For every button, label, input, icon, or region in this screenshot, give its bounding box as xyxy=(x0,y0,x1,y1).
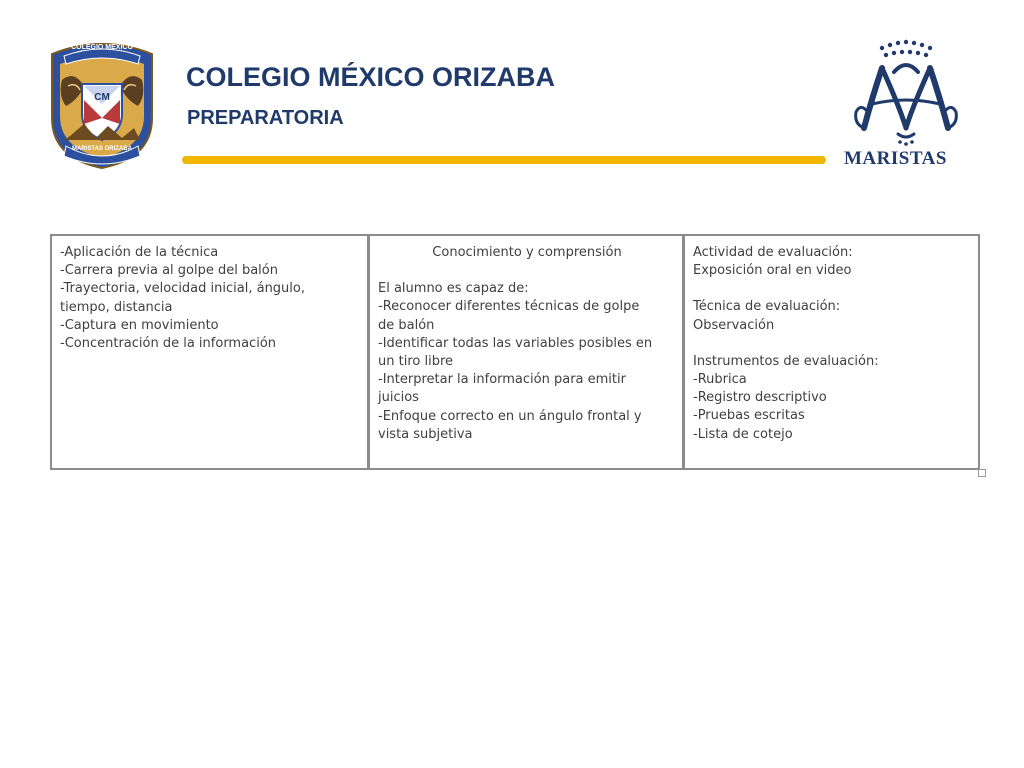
table-cell-line: -Reconocer diferentes técnicas de golpe xyxy=(378,299,640,315)
table-cell-line: vista subjetiva xyxy=(378,426,473,442)
activity-label: Actividad de evaluación: xyxy=(693,245,853,260)
table-column-knowledge xyxy=(367,236,682,468)
table-cell-line: -Aplicación de la técnica xyxy=(60,245,219,260)
table-cell-line: de balón xyxy=(378,317,435,333)
table-cell-line: -Captura en movimiento xyxy=(60,317,219,333)
instrument-item: -Pruebas escritas xyxy=(693,408,805,424)
activity-value: Exposición oral en video xyxy=(693,263,852,279)
colegio-mexico-crest-icon xyxy=(44,40,160,170)
instrument-item: -Registro descriptivo xyxy=(693,390,827,406)
accent-divider xyxy=(182,156,826,164)
crest-bottom-text: MARISTAS ORIZABA xyxy=(72,146,132,152)
table-cell-line: -Identificar todas las variables posibles en xyxy=(378,335,653,351)
technique-value: Observación xyxy=(693,317,775,333)
technique-label: Técnica de evaluación: xyxy=(693,299,841,315)
evaluation-table xyxy=(50,234,980,470)
table-cell-intro: El alumno es capaz de: xyxy=(378,281,529,297)
table-cell-line: -Carrera previa al golpe del balón xyxy=(60,263,278,279)
instruments-label: Instrumentos de evaluación: xyxy=(693,353,879,369)
table-resize-handle[interactable] xyxy=(978,469,986,477)
instrument-item: -Rubrica xyxy=(693,372,747,388)
table-cell-line: -Enfoque correcto en un ángulo frontal y xyxy=(378,408,642,424)
page-subtitle: PREPARATORIA xyxy=(187,107,344,129)
crest-monogram: CM xyxy=(94,92,110,103)
table-cell-line: tiempo, distancia xyxy=(60,299,173,315)
table-cell-line: -Concentración de la información xyxy=(60,336,277,352)
table-column-skills xyxy=(52,236,367,468)
page-title: COLEGIO MÉXICO ORIZABA xyxy=(186,62,556,92)
table-column-evaluation xyxy=(682,236,978,468)
table-column-heading: Conocimiento y comprensión xyxy=(432,245,622,260)
table-cell-line: -Trayectoria, velocidad inicial, ángulo, xyxy=(60,281,305,297)
table-cell-line: -Interpretar la información para emitir xyxy=(378,372,626,388)
table-cell-line: juicios xyxy=(378,390,419,406)
maristas-wordmark: MARISTAS xyxy=(844,148,947,169)
crest-top-text: COLEGIO MEXICO xyxy=(71,44,133,51)
instrument-item: -Lista de cotejo xyxy=(693,426,793,442)
table-cell-line: un tiro libre xyxy=(378,354,453,370)
